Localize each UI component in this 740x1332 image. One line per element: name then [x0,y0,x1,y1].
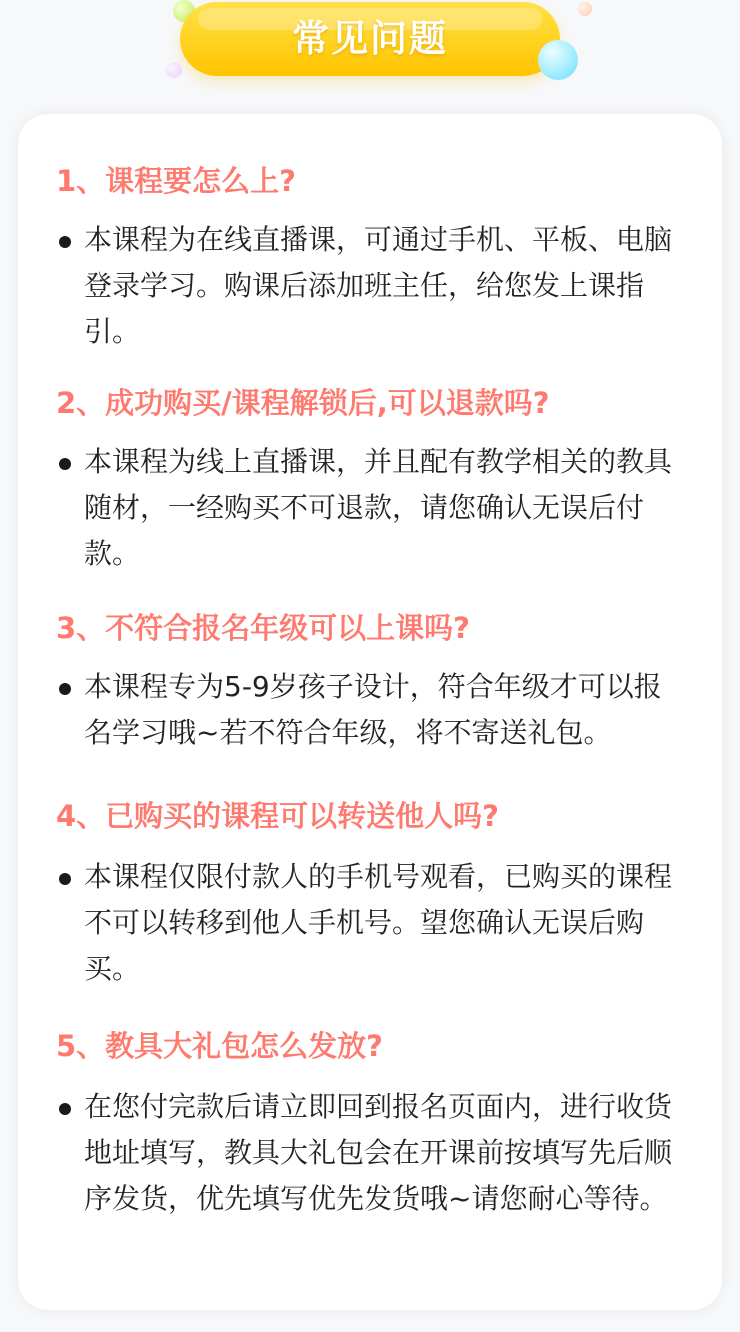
bullet-icon [59,683,71,695]
faq-question-5: 5、教具大礼包怎么发放? [56,1029,384,1063]
page-title: 常见问题 [292,17,448,60]
faq-answer-text-4: 本课程仅限付款人的手机号观看，已购买的课程不可以转移到他人手机号。望您确认无误后购买。 [84,860,673,985]
faq-question-3: 3、不符合报名年级可以上课吗? [56,611,471,645]
bullet-icon [59,236,71,248]
faq-question-2: 2、成功购买/课程解锁后,可以退款吗? [56,386,550,420]
bullet-icon [59,1103,71,1115]
decorative-bubble-peach [578,2,592,16]
bullet-icon [59,873,71,885]
faq-question-1: 1、课程要怎么上? [56,164,297,198]
title-banner [180,2,560,76]
decorative-bubble-blue [538,40,578,80]
faq-answer-text-2: 本课程为线上直播课，并且配有教学相关的教具随材，一经购买不可退款，请您确认无误后付款。 [84,445,673,570]
faq-card [18,114,722,1310]
faq-answer-text-1: 本课程为在线直播课，可通过手机、平板、电脑登录学习。购课后添加班主任，给您发上课指引。 [84,223,673,348]
faq-question-4: 4、已购买的课程可以转送他人吗? [56,799,500,833]
faq-answer-text-3: 本课程专为5-9岁孩子设计，符合年级才可以报名学习哦~若不符合年级，将不寄送礼包。 [84,670,662,749]
faq-header [0,0,740,96]
bullet-icon [59,458,71,470]
faq-answer-text-5: 在您付完款后请立即回到报名页面内，进行收货地址填写，教具大礼包会在开课前按填写先后顺序发货，优先填写优先发货哦~请您耐心等待。 [84,1090,673,1215]
